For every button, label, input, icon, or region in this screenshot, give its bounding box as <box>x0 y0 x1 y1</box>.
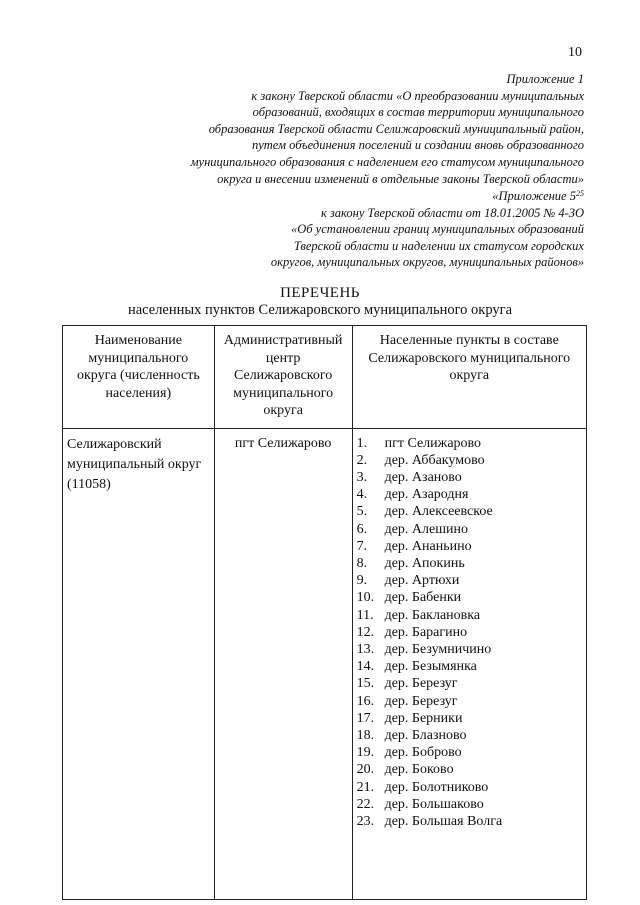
appendix-1-line: образования Тверской области Селижаровский муниципальный район, <box>208 121 584 136</box>
settlement-name: дер. Большая Волга <box>384 813 503 829</box>
settlement-number: 3. <box>356 469 368 485</box>
table-row <box>63 428 587 899</box>
list-item <box>357 435 582 452</box>
settlement-number: 8. <box>356 555 368 571</box>
appendix-5-line: округов, муниципальных округов, муниципальных районов» <box>270 255 584 270</box>
settlement-number: 9. <box>356 573 368 589</box>
settlement-name: дер. Барагино <box>384 624 468 640</box>
appendix-5-caption <box>224 188 584 271</box>
settlements-cell <box>352 428 586 899</box>
settlement-number: 20. <box>356 762 375 778</box>
appendix-5-label-text: «Приложение 5 <box>492 189 576 203</box>
settlement-number: 23. <box>356 813 375 829</box>
settlement-number: 15. <box>356 676 375 692</box>
appendix-5-label <box>224 188 584 205</box>
settlement-name: пгт Селижарово <box>384 435 482 451</box>
settlement-name: дер. Апокинь <box>384 555 465 571</box>
list-item <box>357 538 582 555</box>
appendix-5-superscript: 25 <box>576 189 584 198</box>
appendix-1-caption <box>164 71 584 187</box>
header-admin-center: Административный центр Селижаровского муниципального округа <box>214 326 352 429</box>
settlement-name: дер. Болотниково <box>384 779 489 795</box>
list-item <box>357 658 582 675</box>
settlement-number: 4. <box>356 487 368 503</box>
district-cell: Селижаровский муниципальный округ (11058) <box>63 428 215 899</box>
appendix-1-line: образований, входящих в состав территории муниципального <box>252 105 584 120</box>
appendix-1-line: к закону Тверской области «О преобразовании муниципальных <box>251 88 584 103</box>
appendix-5-line: Тверской области и наделении их статусом городских <box>293 238 584 253</box>
header-settlements: Населенные пункты в составе Селижаровского муниципального округа <box>352 326 586 429</box>
settlement-number: 14. <box>356 659 375 675</box>
list-item <box>357 761 582 778</box>
settlement-name: дер. Боброво <box>384 745 462 761</box>
settlement-number: 2. <box>356 452 368 468</box>
list-item <box>357 779 582 796</box>
settlement-number: 22. <box>356 796 375 812</box>
settlement-number: 11. <box>356 607 374 623</box>
settlement-name: дер. Аббакумово <box>384 452 485 468</box>
list-item <box>357 641 582 658</box>
settlement-name: дер. Ананьино <box>384 538 472 554</box>
list-item <box>357 521 582 538</box>
list-item <box>357 555 582 572</box>
appendix-1-line: муниципального образования с наделением его статусом муниципального <box>190 154 584 169</box>
list-item <box>357 607 582 624</box>
admin-center-cell: пгт Селижарово <box>214 428 352 899</box>
list-item <box>357 813 582 830</box>
settlement-name: дер. Блазново <box>384 727 467 743</box>
header-district-name: Наименование муниципального округа (численность населения) <box>63 326 215 429</box>
list-item <box>357 503 582 520</box>
appendix-5-line: «Об установлении границ муниципальных образований <box>290 222 584 237</box>
list-item <box>357 710 582 727</box>
settlements-table <box>62 325 587 900</box>
settlement-name: дер. Безымянка <box>384 659 477 675</box>
settlement-name: дер. Боково <box>384 762 454 778</box>
settlement-name: дер. Березуг <box>384 693 458 709</box>
settlement-name: дер. Артюхи <box>384 573 460 589</box>
page-number: 10 <box>568 45 582 60</box>
list-item <box>357 624 582 641</box>
settlement-number: 16. <box>356 693 375 709</box>
settlement-name: дер. Баклановка <box>384 607 481 623</box>
settlement-number: 13. <box>356 641 375 657</box>
settlement-number: 7. <box>356 538 368 554</box>
list-item <box>357 572 582 589</box>
settlement-number: 12. <box>356 624 375 640</box>
list-item <box>357 452 582 469</box>
settlement-number: 10. <box>356 590 375 606</box>
settlement-number: 6. <box>356 521 368 537</box>
list-item <box>357 675 582 692</box>
list-item <box>357 589 582 606</box>
table-header-row <box>63 326 587 429</box>
appendix-1-line: округа и внесении изменений в отдельные законы Тверской области» <box>217 171 584 186</box>
settlement-number: 19. <box>356 745 375 761</box>
settlements-list <box>357 435 582 831</box>
settlement-number: 1. <box>356 435 368 451</box>
list-item <box>357 486 582 503</box>
settlement-number: 21. <box>356 779 375 795</box>
settlement-number: 5. <box>356 504 368 520</box>
list-item <box>357 796 582 813</box>
settlement-name: дер. Алешино <box>384 521 469 537</box>
settlement-name: дер. Березуг <box>384 676 458 692</box>
settlement-name: дер. Безумничино <box>384 641 492 657</box>
appendix-5-line: к закону Тверской области от 18.01.2005 № 4-ЗО <box>320 205 584 220</box>
appendix-1-line: Приложение 1 <box>506 72 584 86</box>
settlement-name: дер. Азародня <box>384 487 469 503</box>
settlement-number: 18. <box>356 727 375 743</box>
settlement-number: 17. <box>356 710 375 726</box>
appendix-1-line: путем объединения поселений и создании вновь образованного <box>251 138 584 153</box>
list-item <box>357 693 582 710</box>
settlement-name: дер. Азаново <box>384 469 462 485</box>
list-item <box>357 469 582 486</box>
list-item <box>357 727 582 744</box>
settlement-name: дер. Берники <box>384 710 463 726</box>
document-subtitle: населенных пунктов Селижаровского муниципального округа <box>127 302 513 318</box>
document-title: ПЕРЕЧЕНЬ <box>280 285 360 301</box>
settlement-name: дер. Большаково <box>384 796 484 812</box>
settlement-name: дер. Алексеевское <box>384 504 493 520</box>
list-item <box>357 744 582 761</box>
settlement-name: дер. Бабенки <box>384 590 462 606</box>
